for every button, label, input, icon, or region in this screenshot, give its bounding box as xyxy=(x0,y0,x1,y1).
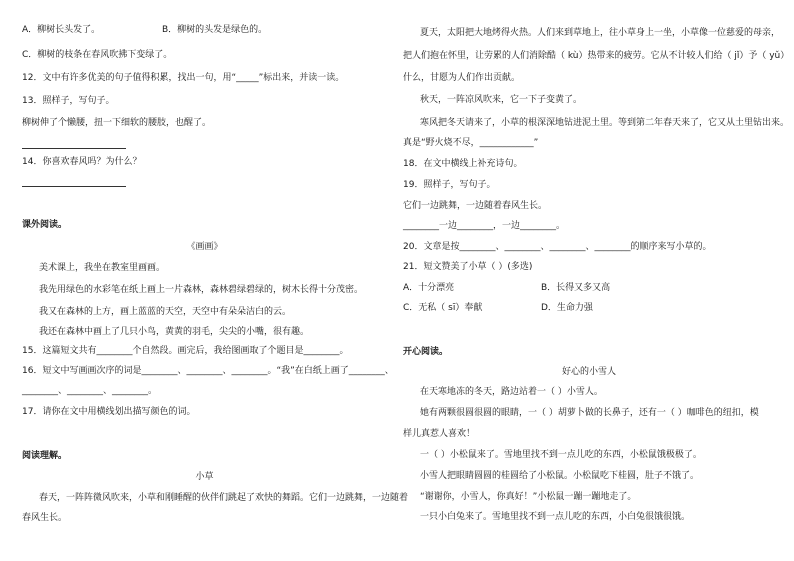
section-happy-reading: 开心阅读。 xyxy=(403,347,449,357)
passage2-autumn: 秋天，一阵凉风吹来，它一下子变黄了。 xyxy=(420,95,583,105)
question-16-continued: ________、________、________。 xyxy=(22,386,158,396)
passage1-para-4: 我还在森林中画上了几只小鸟，黄黄的羽毛，尖尖的小嘴，很有趣。 xyxy=(39,327,310,337)
question-21: 21．短文赞美了小草（ ）(多选) xyxy=(403,262,533,272)
answer-line-14 xyxy=(22,186,126,187)
passage-title-snowman: 好心的小雪人 xyxy=(561,367,616,377)
answer-line-13 xyxy=(22,148,126,149)
passage2-summer-1: 夏天，太阳把大地烤得火热。人们来到草地上，往小草身上一坐，小草像一位慈爱的母亲， xyxy=(420,28,781,38)
passage3-para-2-cont: 样儿真惹人喜欢！ xyxy=(403,429,476,439)
question-18: 18．在文中横线上补充诗句。 xyxy=(403,159,523,169)
question-19-blank: ________一边________，一边________。 xyxy=(403,221,566,231)
passage3-para-5: “谢谢你，小雪人，你真好！”小松鼠一蹦一蹦地走了。 xyxy=(420,492,637,502)
passage2-line-1: 春天，一阵阵微风吹来，小草和刚睡醒的伙伴们跳起了欢快的舞蹈。它们一边跳舞，一边随着 xyxy=(39,493,409,503)
question-21-option-d: D．生命力强 xyxy=(541,303,593,313)
question-14: 14．你喜欢春风吗？为什么？ xyxy=(22,157,142,167)
question-13-example: 柳树伸了个懒腰，扭一下细软的腰肢，也醒了。 xyxy=(22,118,212,128)
passage2-line-2: 春风生长。 xyxy=(22,513,68,523)
question-17: 17．请你在文中用横线划出描写颜色的词。 xyxy=(22,407,196,417)
question-21-option-b: B．长得又多又高 xyxy=(541,283,611,293)
passage1-para-3: 我又在森林的上方，画上蓝蓝的天空，天空中有朵朵洁白的云。 xyxy=(39,307,292,317)
passage2-summer-2: 把人们抱在怀里，让劳累的人们消除酷（ kù）热带来的疲劳。它从不计较人们给（ jǐ）予（ yǔ） xyxy=(403,51,790,61)
question-12: 12．文中有许多优美的句子值得积累，找出一句，用“_____”标出来，并读一读。 xyxy=(22,73,345,83)
question-19-example: 它们一边跳舞，一边随着春风生长。 xyxy=(403,201,548,211)
passage3-para-2: 她有两颗很圆很圆的眼睛，一（ ）胡萝卜做的长鼻子，还有一（ ）咖啡色的纽扣，模 xyxy=(420,408,759,418)
question-21-option-c: C．无私（ sī）奉献 xyxy=(403,303,483,313)
question-19: 19．照样子，写句子。 xyxy=(403,180,496,190)
passage1-para-1: 美术课上，我坐在教室里画画。 xyxy=(39,263,166,273)
passage3-para-3: 一（ ）小松鼠来了。雪地里找不到一点儿吃的东西，小松鼠饿极极了。 xyxy=(420,450,702,460)
question-13: 13．照样子，写句子。 xyxy=(22,96,115,106)
question-20: 20．文章是按________、________、________、________的顺序来写小草的。 xyxy=(403,242,712,252)
passage3-para-6: 一只小白兔来了。雪地里找不到一点儿吃的东西，小白兔很饿很饿。 xyxy=(420,512,691,522)
passage2-winter: 寒风把冬天请来了，小草的根深深地钻进泥土里。等到第二年春天来了，它又从土里钻出来。 xyxy=(420,118,790,128)
passage3-para-4: 小雪人把眼睛圆圆的桂圆给了小松鼠。小松鼠吃下桂圆，肚子不饿了。 xyxy=(420,471,700,481)
passage2-poem-line: 真是“野火烧不尽，____________” xyxy=(403,138,539,148)
passage-title-huahua: 《画画》 xyxy=(186,242,223,252)
question-15: 15．这篇短文共有________个自然段。画完后，我给图画取了个题目是________。 xyxy=(22,346,349,356)
option-c: C．柳树的枝条在春风吹拂下变绿了。 xyxy=(22,50,173,60)
section-reading: 阅读理解。 xyxy=(22,451,68,461)
passage1-para-2: 我先用绿色的水彩笔在纸上画上一片森林，森林碧绿碧绿的，树木长得十分茂密。 xyxy=(39,285,364,295)
question-16: 16．短文中写画画次序的词是________、________、________。“我”在白纸上画了________、 xyxy=(22,366,394,376)
passage-title-xiaocao: 小草 xyxy=(195,472,214,482)
passage2-summer-3: 什么，甘愿为人们作出贡献。 xyxy=(403,73,521,83)
section-extra-reading: 课外阅读。 xyxy=(22,220,68,230)
option-b: B．柳树的头发是绿色的。 xyxy=(162,25,268,35)
passage3-para-1: 在天寒地冻的冬天，路边站着一（ ）小雪人。 xyxy=(420,387,603,397)
question-21-option-a: A．十分漂亮 xyxy=(403,283,455,293)
option-a: A．柳树长头发了。 xyxy=(22,25,101,35)
